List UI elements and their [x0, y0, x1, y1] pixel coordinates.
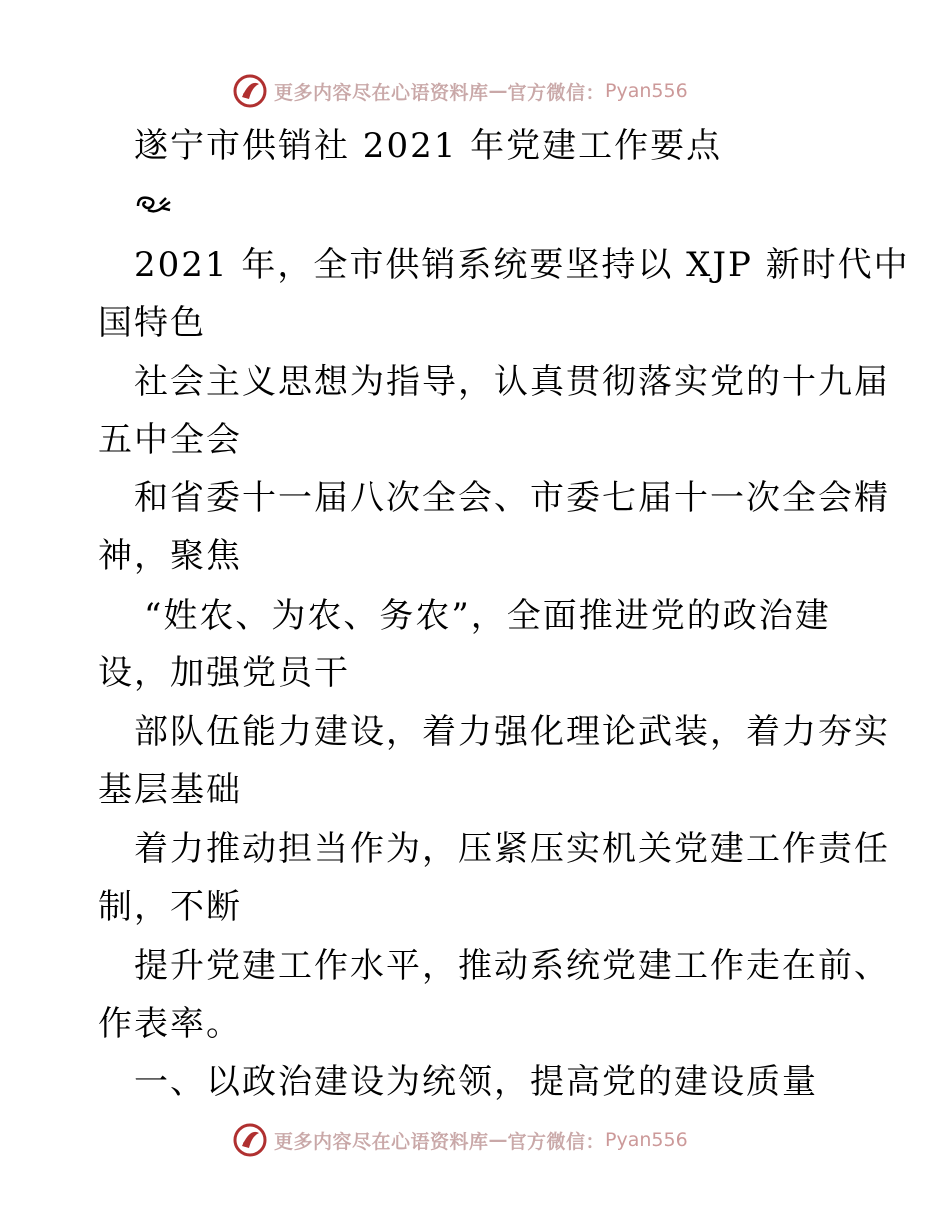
- banner-dash: —: [488, 1129, 508, 1151]
- banner-dash: —: [488, 80, 508, 102]
- body-line-9: 部队伍能力建设，着力强化理论武装，着力夯实: [134, 712, 890, 752]
- body-line-13: 提升党建工作水平，推动系统党建工作走在前、: [134, 946, 890, 986]
- body-line-11: 着力推动担当作为，压紧压实机关党建工作责任: [134, 829, 890, 869]
- body-line-6: 神，聚焦: [98, 536, 242, 576]
- body-line-2: 国特色: [98, 303, 206, 343]
- body-line-14: 作表率。: [98, 1004, 242, 1044]
- banner-suffix-text: 官方微信：: [507, 1130, 606, 1153]
- document-title: 遂宁市供销社 2021 年党建工作要点: [134, 126, 723, 166]
- body-line-4: 五中全会: [98, 420, 242, 460]
- banner-prefix-text: 更多内容尽在心语资料库: [274, 81, 489, 104]
- body-line-3: 社会主义思想为指导，认真贯彻落实党的十九届: [134, 362, 890, 402]
- body-line-12: 制，不断: [98, 887, 242, 927]
- banner-wechat-id: Pyan556: [605, 80, 688, 102]
- banner-prefix-text: 更多内容尽在心语资料库: [274, 1130, 489, 1153]
- body-line-7: “姓农、为农、务农”，全面推进党的政治建: [144, 596, 831, 636]
- library-logo-icon: [232, 1122, 268, 1158]
- library-logo-icon: [232, 73, 268, 109]
- decorative-flourish-icon: [134, 192, 174, 218]
- section-heading-1: 一、以政治建设为统领，提高党的建设质量: [134, 1062, 818, 1102]
- footer-banner: [232, 1120, 688, 1160]
- banner-wechat-id: Pyan556: [605, 1129, 688, 1151]
- body-line-1: 2021 年，全市供销系统要坚持以 XJP 新时代中: [134, 245, 910, 285]
- banner-suffix-text: 官方微信：: [507, 81, 606, 104]
- body-line-10: 基层基础: [98, 770, 242, 810]
- body-line-8: 设，加强党员干: [98, 653, 350, 693]
- header-banner: [232, 71, 688, 111]
- body-line-5: 和省委十一届八次全会、市委七届十一次全会精: [134, 478, 890, 518]
